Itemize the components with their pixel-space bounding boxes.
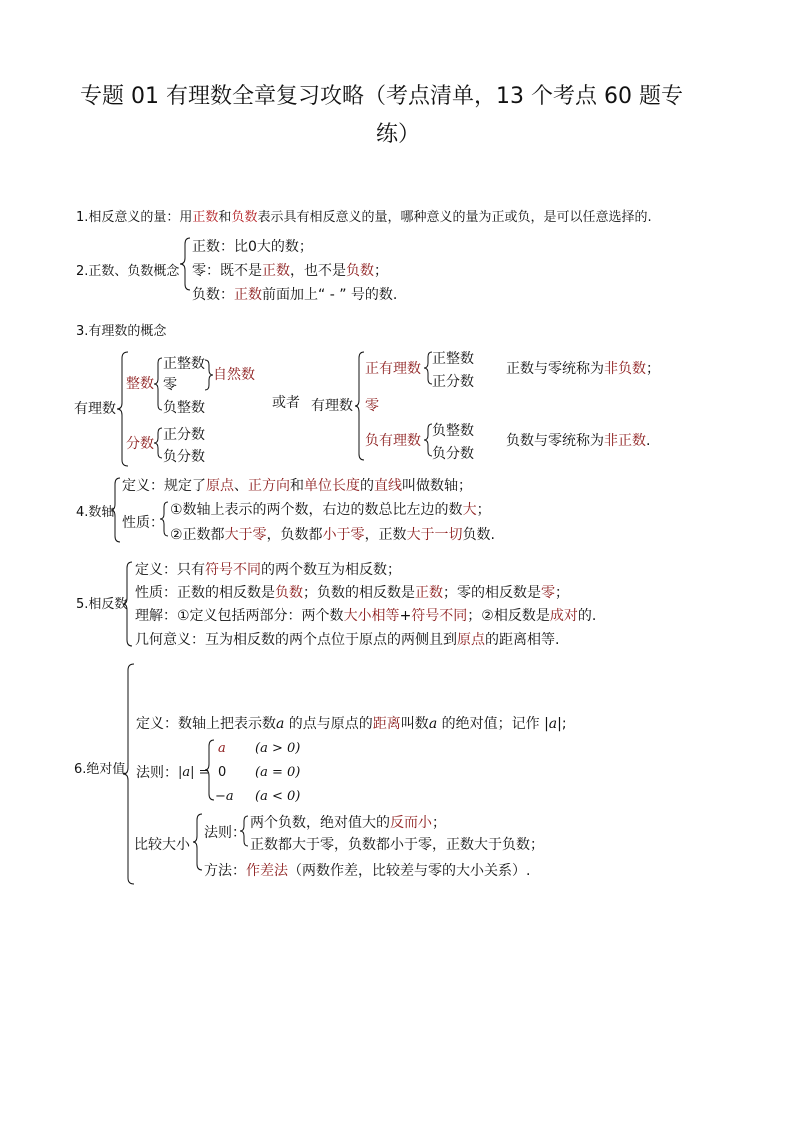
s2-label: 2.正数、负数概念 xyxy=(76,264,180,279)
s1-and: 和 xyxy=(218,210,232,225)
s2-row2b: 正数 xyxy=(262,263,290,279)
s4-p1b: 大 xyxy=(462,502,477,518)
s6-rule-label: 法则： xyxy=(136,765,178,781)
s5-r3a: 理解：①定义包括两部分：两个数 xyxy=(135,608,344,624)
s3-or: 或者 xyxy=(272,395,300,411)
s6-case3: −a xyxy=(215,789,234,804)
s1-rest: 表示具有相反意义的量，哪种意义的量为正或负，是可以任意选择的. xyxy=(257,210,652,225)
s2-row3b: 正数 xyxy=(234,287,262,303)
s6-label: 6.绝对值 xyxy=(74,762,126,777)
s5-r2f: 零 xyxy=(541,585,555,601)
s4-p2g: 负数. xyxy=(462,527,496,543)
s4-p2d: 小于零 xyxy=(322,527,365,543)
s4-p2c: ，负数都 xyxy=(266,527,323,543)
s5-label: 5.相反数 xyxy=(76,597,128,612)
s4-def-c: 、 xyxy=(234,478,248,494)
s6-method-b: 作差法 xyxy=(246,863,288,879)
s4-p2e: ，正数 xyxy=(364,527,407,543)
s3-r-zero: 零 xyxy=(365,398,379,414)
s4-p2b: 大于零 xyxy=(224,527,267,543)
s5-r3f: 成对 xyxy=(549,608,578,624)
s3-note1b: 非负数 xyxy=(604,361,646,377)
s1-prefix: 1.相反意义的量：用 xyxy=(76,210,193,225)
section-1 xyxy=(76,211,652,224)
s3-right-root: 有理数 xyxy=(311,398,353,414)
s6-def-b: 的点与原点的 xyxy=(284,716,373,732)
s5-r3d: 符号不同 xyxy=(411,608,468,624)
s2-row2 xyxy=(192,264,388,278)
s6-cr1 xyxy=(250,816,446,830)
s3-note2c: . xyxy=(646,433,651,449)
s5-row3 xyxy=(135,609,596,623)
s6-method-a: 方法： xyxy=(204,863,246,879)
s4-p1a: ①数轴上表示的两个数，右边的数总比左边的数 xyxy=(170,502,463,518)
s6-compare: 比较大小 xyxy=(134,837,190,853)
s3-fraction: 分数 xyxy=(126,436,154,452)
s3-r-pos-frac: 正分数 xyxy=(432,374,474,390)
s6-abs: |a| = xyxy=(178,765,210,780)
s3-note2a: 负数与零统称为 xyxy=(506,433,604,449)
s3-r-neg-frac: 负分数 xyxy=(432,446,474,462)
s5-r3g: 的. xyxy=(577,608,597,624)
s5-r4c: 的距离相等. xyxy=(485,632,560,648)
s4-p1 xyxy=(170,503,491,517)
s2-row1: 正数：比0大的数； xyxy=(192,239,313,255)
s2-row2e: ； xyxy=(374,263,388,279)
s6-method xyxy=(204,864,530,878)
s3-r-pos-int: 正整数 xyxy=(432,351,474,367)
s3-note1c: ； xyxy=(646,361,660,377)
s6-method-c: （两数作差，比较差与零的大小关系）. xyxy=(288,863,531,879)
s6-cr2: 正数都大于零，负数都小于零，正数大于负数； xyxy=(250,837,544,853)
s6-def-var2: a xyxy=(428,716,438,732)
s2-row2d: 负数 xyxy=(346,263,374,279)
s5-r1a: 定义：只有 xyxy=(135,562,205,578)
s6-def-d: 叫数 xyxy=(400,716,429,732)
s5-r3b: 大小相等 xyxy=(343,608,400,624)
s5-row2 xyxy=(135,586,569,600)
s4-def xyxy=(122,479,472,493)
s6-case1: a xyxy=(218,741,226,756)
s3-zero: 零 xyxy=(163,377,177,393)
s6-def-a: 定义：数轴上把表示数 xyxy=(136,716,276,732)
s5-r2g: ； xyxy=(555,585,569,601)
s3-r-neg-int: 负整数 xyxy=(432,423,474,439)
s5-r2d: 正数 xyxy=(415,585,443,601)
s4-prop: 性质： xyxy=(122,515,164,531)
s4-def-f: 单位长度 xyxy=(304,478,360,494)
s6-def-var3: a xyxy=(548,716,558,732)
s6-def-var: a xyxy=(276,716,285,732)
s4-p2f: 大于一切 xyxy=(406,527,463,543)
s4-def-a: 定义：规定了 xyxy=(122,478,206,494)
s6-case3-cond: (a < 0) xyxy=(255,789,301,804)
page-title-line1: 专题 01 有理数全章复习攻略（考点清单，13 个考点 60 题专 xyxy=(80,84,683,109)
s6-def-e: 的绝对值；记作 | xyxy=(437,716,549,732)
s1-positive: 正数 xyxy=(192,210,219,225)
s2-row2a: 零：既不是 xyxy=(192,263,262,279)
s5-r4a: 几何意义：互为相反数的两个点位于原点的两侧且到 xyxy=(135,632,457,648)
s5-r2a: 性质：正数的相反数是 xyxy=(135,585,275,601)
s4-def-b: 原点 xyxy=(206,478,234,494)
s1-negative: 负数 xyxy=(231,210,258,225)
s6-def-f: |; xyxy=(557,716,567,732)
s3-left-root: 有理数 xyxy=(74,401,116,417)
s5-row1 xyxy=(135,563,401,577)
s3-neg-frac: 负分数 xyxy=(163,449,205,465)
s5-r1c: 的两个数互为相反数； xyxy=(261,562,401,578)
s3-note2 xyxy=(506,434,650,448)
s6-cr1a: 两个负数，绝对值大的 xyxy=(250,815,390,831)
s4-p2a: ②正数都 xyxy=(170,527,225,543)
s5-row4 xyxy=(135,633,559,647)
s3-note1 xyxy=(506,362,660,376)
s4-def-i: 叫做数轴； xyxy=(402,478,472,494)
s5-r2b: 负数 xyxy=(275,585,303,601)
s4-def-h: 直线 xyxy=(374,478,402,494)
s5-r3e: ；②相反数是 xyxy=(467,608,550,624)
s3-title: 3.有理数的概念 xyxy=(76,324,167,339)
s6-case2-cond: (a = 0) xyxy=(255,765,301,780)
s6-case2: 0 xyxy=(218,765,227,780)
s6-cr1b: 反而小 xyxy=(390,815,432,831)
s5-r3c: + xyxy=(399,608,412,624)
s2-row3a: 负数： xyxy=(192,287,234,303)
s5-r1b: 符号不同 xyxy=(205,562,261,578)
s5-r4b: 原点 xyxy=(457,632,485,648)
s4-def-d: 正方向 xyxy=(248,478,290,494)
s4-def-e: 和 xyxy=(290,478,304,494)
s3-note1a: 正数与零统称为 xyxy=(506,361,604,377)
s6-cr1c: ； xyxy=(432,815,446,831)
s5-r2e: ；零的相反数是 xyxy=(443,585,541,601)
s3-pos-rational: 正有理数 xyxy=(365,361,421,377)
s2-row2c: ，也不是 xyxy=(290,263,346,279)
s4-label: 4.数轴 xyxy=(76,505,115,520)
s2-row3c: 前面加上“ - ” 号的数. xyxy=(262,287,398,303)
s3-integer: 整数 xyxy=(126,376,154,392)
s3-note2b: 非正数 xyxy=(604,433,646,449)
s4-def-g: 的 xyxy=(360,478,374,494)
s3-neg-int: 负整数 xyxy=(163,400,205,416)
s6-case1-cond: (a > 0) xyxy=(255,741,301,756)
s3-neg-rational: 负有理数 xyxy=(365,433,421,449)
s6-compare-rule: 法则： xyxy=(204,825,246,841)
s3-pos-frac: 正分数 xyxy=(163,427,205,443)
s6-def xyxy=(136,717,567,731)
s6-def-c: 距离 xyxy=(372,716,401,732)
s3-natural: 自然数 xyxy=(213,367,255,383)
s2-row3 xyxy=(192,288,397,302)
s5-r2c: ；负数的相反数是 xyxy=(303,585,415,601)
s4-p1c: ； xyxy=(476,502,491,518)
page-title-line2: 练） xyxy=(376,122,421,147)
s3-pos-int: 正整数 xyxy=(163,356,205,372)
s4-p2 xyxy=(170,528,495,542)
